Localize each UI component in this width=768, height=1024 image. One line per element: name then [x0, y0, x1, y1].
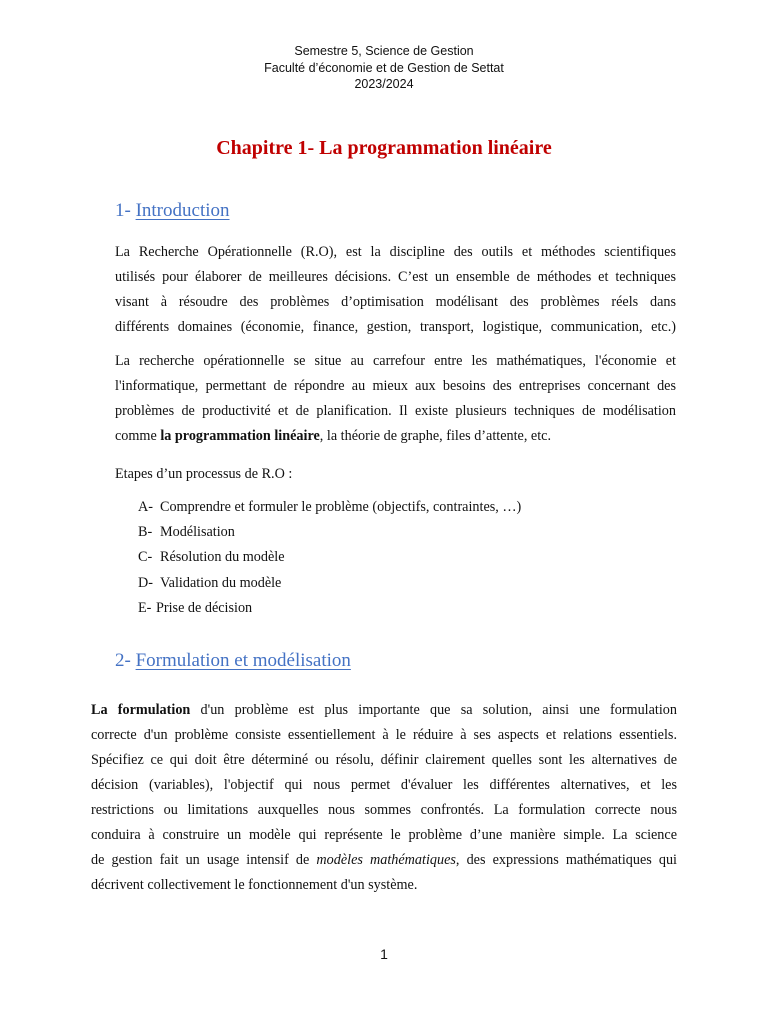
- steps-list: [138, 495, 521, 621]
- text-line: [91, 848, 677, 873]
- header-faculty: Faculté d’économie et de Gestion de Settat: [264, 60, 504, 75]
- section-number: 1-: [115, 200, 131, 221]
- list-item: [138, 545, 521, 570]
- list-marker: C-: [138, 549, 153, 566]
- text-fragment: d'un problème est plus importante que sa solution, ainsi une formulation: [190, 702, 677, 718]
- list-item: [138, 596, 521, 621]
- text-line: Spécifiez ce qui doit être déterminé ou résolu, définir clairement quelles sont les alternatives de: [91, 752, 677, 768]
- text-line: l'informatique, permettant de répondre au mieux aux besoins des entreprises concernant des: [115, 378, 676, 394]
- page-number: 1: [380, 946, 388, 962]
- text-fragment: de gestion fait un usage intensif de: [91, 852, 317, 868]
- text-line: différents domaines (économie, finance, gestion, transport, logistique, communication, etc.): [115, 319, 676, 335]
- steps-label: Etapes d’un processus de R.O :: [115, 466, 293, 482]
- list-item-text: Prise de décision: [156, 599, 253, 616]
- header-year: 2023/2024: [354, 77, 414, 91]
- header-semester: Semestre 5, Science de Gestion: [294, 44, 474, 58]
- section-heading-formulation: [115, 650, 351, 672]
- list-marker: A-: [138, 499, 153, 515]
- section-number: 2-: [115, 650, 131, 671]
- text-fragment: , la théorie de graphe, files d’attente, etc.: [319, 428, 552, 444]
- text-line: [91, 698, 677, 723]
- text-line: utilisés pour élaborer de meilleures décisions. C’est un ensemble de méthodes et techniques: [115, 269, 676, 285]
- list-item-text: Validation du modèle: [160, 574, 282, 591]
- bold-term: La formulation: [91, 702, 191, 718]
- list-marker: E-: [138, 599, 152, 616]
- intro-paragraph-2: [115, 349, 676, 449]
- list-marker: D-: [138, 574, 153, 591]
- section-title: Formulation et modélisation: [135, 650, 351, 671]
- list-item: [138, 520, 521, 545]
- text-line: La Recherche Opérationnelle (R.O), est la discipline des outils et méthodes scientifiques: [115, 244, 676, 260]
- document-header: [0, 43, 768, 93]
- formulation-paragraph: [91, 698, 677, 898]
- text-line: conduira à construire un modèle qui représente le problème d’une manière simple. La science: [91, 827, 677, 843]
- text-fragment: , des expressions mathématiques qui: [455, 852, 677, 868]
- section-heading-introduction: [115, 200, 230, 222]
- text-line: [115, 424, 676, 449]
- text-line: décrivent collectivement le fonctionnement d'un système.: [91, 877, 418, 893]
- italic-term: modèles mathématiques: [316, 852, 456, 868]
- text-line: restrictions ou limitations auxquelles nous sommes confrontés. La formulation correcte nous: [91, 802, 677, 818]
- list-item-text: Comprendre et formuler le problème (objectifs, contraintes, …): [160, 499, 522, 515]
- intro-paragraph-1: [115, 240, 676, 340]
- list-item: [138, 495, 521, 520]
- section-title: Introduction: [135, 200, 230, 221]
- bold-term: la programmation linéaire: [160, 428, 320, 444]
- list-item-text: Modélisation: [160, 524, 235, 541]
- text-fragment: comme: [115, 428, 161, 444]
- text-line: problèmes de productivité et de planification. Il existe plusieurs techniques de modélisation: [115, 403, 676, 419]
- text-line: visant à résoudre des problèmes d’optimisation modélisant des problèmes réels dans: [115, 294, 676, 310]
- list-item-text: Résolution du modèle: [160, 549, 285, 566]
- text-line: décision (variables), l'objectif qui nous permet d'évaluer les différentes alternatives, et les: [91, 777, 677, 793]
- text-line: correcte d'un problème consiste essentiellement à le réduire à ses aspects et relations essentiels.: [91, 727, 677, 743]
- list-marker: B-: [138, 524, 153, 541]
- text-line: La recherche opérationnelle se situe au carrefour entre les mathématiques, l'économie et: [115, 353, 676, 369]
- list-item: [138, 571, 521, 596]
- chapter-title: Chapitre 1- La programmation linéaire: [216, 137, 552, 159]
